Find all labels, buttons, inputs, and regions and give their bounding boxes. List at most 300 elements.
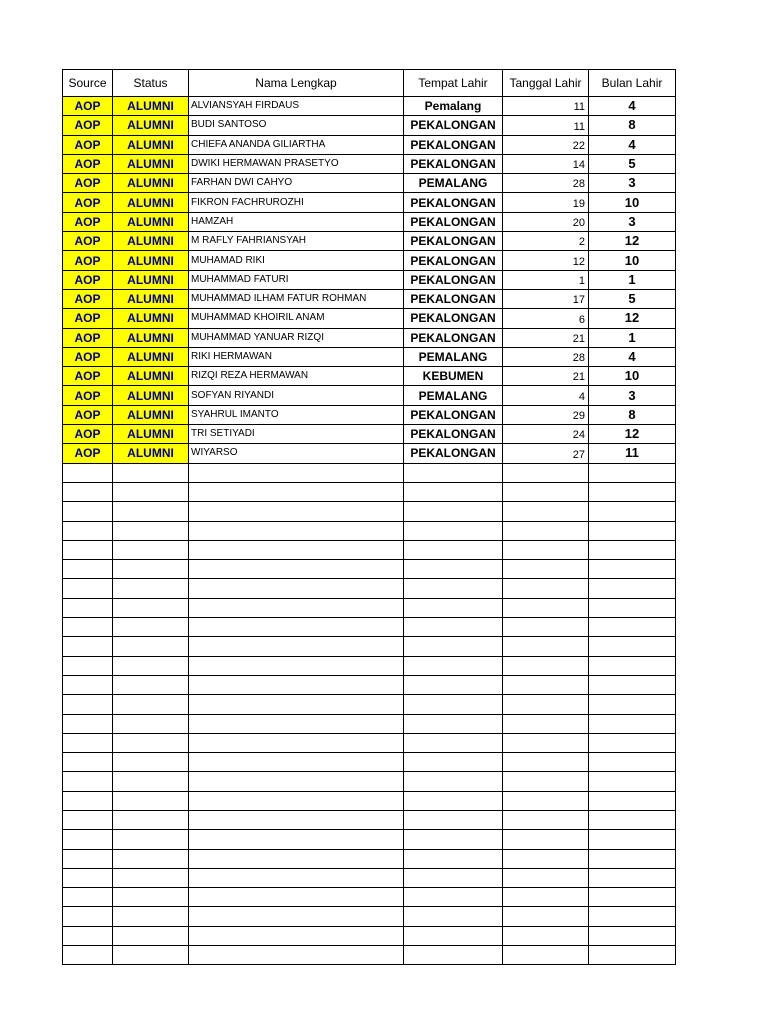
source-cell[interactable]: AOP (63, 232, 113, 251)
nama-cell[interactable]: SYAHRUL IMANTO (189, 405, 404, 424)
empty-cell[interactable] (503, 618, 589, 637)
source-cell[interactable]: AOP (63, 367, 113, 386)
empty-cell[interactable] (503, 849, 589, 868)
empty-cell[interactable] (63, 637, 113, 656)
empty-cell[interactable] (503, 714, 589, 733)
empty-cell[interactable] (503, 830, 589, 849)
empty-cell[interactable] (63, 810, 113, 829)
nama-cell[interactable]: RIZQI REZA HERMAWAN (189, 367, 404, 386)
empty-cell[interactable] (113, 502, 189, 521)
empty-cell[interactable] (189, 560, 404, 579)
empty-cell[interactable] (404, 675, 503, 694)
empty-cell[interactable] (503, 482, 589, 501)
empty-cell[interactable] (189, 714, 404, 733)
empty-cell[interactable] (589, 482, 676, 501)
empty-cell[interactable] (189, 540, 404, 559)
empty-cell[interactable] (589, 618, 676, 637)
bulan-lahir-cell[interactable]: 3 (589, 386, 676, 405)
empty-cell[interactable] (189, 656, 404, 675)
empty-cell[interactable] (503, 540, 589, 559)
status-cell[interactable]: ALUMNI (113, 367, 189, 386)
status-cell[interactable]: ALUMNI (113, 97, 189, 116)
empty-cell[interactable] (189, 675, 404, 694)
tempat-lahir-cell[interactable]: KEBUMEN (404, 367, 503, 386)
empty-cell[interactable] (63, 772, 113, 791)
status-cell[interactable]: ALUMNI (113, 212, 189, 231)
status-cell[interactable]: ALUMNI (113, 251, 189, 270)
empty-cell[interactable] (113, 868, 189, 887)
tanggal-lahir-cell[interactable]: 28 (503, 347, 589, 366)
empty-cell[interactable] (113, 540, 189, 559)
status-cell[interactable]: ALUMNI (113, 386, 189, 405)
empty-cell[interactable] (404, 695, 503, 714)
status-cell[interactable]: ALUMNI (113, 425, 189, 444)
empty-row (63, 502, 676, 521)
empty-cell[interactable] (404, 830, 503, 849)
table-row (63, 270, 676, 289)
nama-cell[interactable]: ALVIANSYAH FIRDAUS (189, 97, 404, 116)
empty-cell[interactable] (503, 598, 589, 617)
empty-row (63, 521, 676, 540)
empty-cell[interactable] (189, 482, 404, 501)
tanggal-lahir-cell[interactable]: 17 (503, 289, 589, 308)
source-cell[interactable]: AOP (63, 270, 113, 289)
source-cell[interactable]: AOP (63, 347, 113, 366)
tanggal-lahir-cell[interactable]: 22 (503, 135, 589, 154)
empty-cell[interactable] (589, 675, 676, 694)
tanggal-lahir-cell[interactable]: 24 (503, 425, 589, 444)
source-cell[interactable]: AOP (63, 193, 113, 212)
header-nama-lengkap[interactable]: Nama Lengkap (189, 70, 404, 97)
empty-cell[interactable] (503, 907, 589, 926)
bulan-lahir-cell[interactable]: 5 (589, 154, 676, 173)
status-cell[interactable]: ALUMNI (113, 270, 189, 289)
tempat-lahir-cell[interactable]: PEKALONGAN (404, 193, 503, 212)
empty-cell[interactable] (589, 502, 676, 521)
empty-cell[interactable] (113, 830, 189, 849)
empty-cell[interactable] (503, 637, 589, 656)
empty-cell[interactable] (189, 753, 404, 772)
empty-cell[interactable] (63, 502, 113, 521)
bulan-lahir-cell[interactable]: 5 (589, 289, 676, 308)
empty-cell[interactable] (113, 888, 189, 907)
bulan-lahir-cell[interactable]: 12 (589, 309, 676, 328)
empty-cell[interactable] (113, 598, 189, 617)
empty-cell[interactable] (189, 733, 404, 752)
empty-cell[interactable] (503, 695, 589, 714)
nama-cell[interactable]: WIYARSO (189, 444, 404, 463)
empty-cell[interactable] (113, 579, 189, 598)
table-row (63, 97, 676, 116)
empty-cell[interactable] (404, 598, 503, 617)
empty-row (63, 560, 676, 579)
empty-cell[interactable] (589, 888, 676, 907)
source-cell[interactable]: AOP (63, 174, 113, 193)
empty-cell[interactable] (404, 907, 503, 926)
empty-cell[interactable] (113, 810, 189, 829)
tanggal-lahir-cell[interactable]: 4 (503, 386, 589, 405)
nama-cell[interactable]: HAMZAH (189, 212, 404, 231)
tempat-lahir-cell[interactable]: PEKALONGAN (404, 289, 503, 308)
empty-cell[interactable] (503, 579, 589, 598)
empty-row (63, 946, 676, 965)
bulan-lahir-cell[interactable]: 3 (589, 174, 676, 193)
empty-row (63, 482, 676, 501)
tempat-lahir-cell[interactable]: PEKALONGAN (404, 405, 503, 424)
bulan-lahir-cell[interactable]: 4 (589, 347, 676, 366)
tanggal-lahir-cell[interactable]: 28 (503, 174, 589, 193)
empty-cell[interactable] (63, 463, 113, 482)
status-cell[interactable]: ALUMNI (113, 193, 189, 212)
bulan-lahir-cell[interactable]: 4 (589, 97, 676, 116)
status-cell[interactable]: ALUMNI (113, 405, 189, 424)
empty-cell[interactable] (404, 753, 503, 772)
tempat-lahir-cell[interactable]: PEKALONGAN (404, 135, 503, 154)
source-cell[interactable]: AOP (63, 251, 113, 270)
tempat-lahir-cell[interactable]: PEMALANG (404, 386, 503, 405)
header-tanggal-lahir[interactable]: Tanggal Lahir (503, 70, 589, 97)
empty-cell[interactable] (589, 810, 676, 829)
empty-cell[interactable] (189, 637, 404, 656)
tempat-lahir-cell[interactable]: PEKALONGAN (404, 425, 503, 444)
empty-cell[interactable] (189, 579, 404, 598)
source-cell[interactable]: AOP (63, 405, 113, 424)
empty-row (63, 618, 676, 637)
tanggal-lahir-cell[interactable]: 6 (503, 309, 589, 328)
empty-row (63, 830, 676, 849)
empty-cell[interactable] (404, 791, 503, 810)
empty-cell[interactable] (189, 598, 404, 617)
nama-cell[interactable]: BUDI SANTOSO (189, 116, 404, 135)
bulan-lahir-cell[interactable]: 4 (589, 135, 676, 154)
empty-cell[interactable] (589, 791, 676, 810)
source-cell[interactable]: AOP (63, 135, 113, 154)
empty-cell[interactable] (63, 946, 113, 965)
empty-cell[interactable] (113, 714, 189, 733)
table-row (63, 289, 676, 308)
bulan-lahir-cell[interactable]: 10 (589, 251, 676, 270)
source-cell[interactable]: AOP (63, 116, 113, 135)
empty-cell[interactable] (404, 656, 503, 675)
tanggal-lahir-cell[interactable]: 21 (503, 328, 589, 347)
empty-cell[interactable] (589, 830, 676, 849)
table-row (63, 193, 676, 212)
tanggal-lahir-cell[interactable]: 21 (503, 367, 589, 386)
status-cell[interactable]: ALUMNI (113, 174, 189, 193)
empty-cell[interactable] (503, 772, 589, 791)
empty-cell[interactable] (589, 946, 676, 965)
empty-cell[interactable] (113, 926, 189, 945)
empty-cell[interactable] (189, 888, 404, 907)
tempat-lahir-cell[interactable]: PEMALANG (404, 347, 503, 366)
table-row (63, 251, 676, 270)
empty-cell[interactable] (63, 753, 113, 772)
tempat-lahir-cell[interactable]: PEKALONGAN (404, 154, 503, 173)
tempat-lahir-cell[interactable]: PEKALONGAN (404, 270, 503, 289)
tempat-lahir-cell[interactable]: Pemalang (404, 97, 503, 116)
empty-cell[interactable] (503, 463, 589, 482)
status-cell[interactable]: ALUMNI (113, 328, 189, 347)
tanggal-lahir-cell[interactable]: 14 (503, 154, 589, 173)
bulan-lahir-cell[interactable]: 10 (589, 367, 676, 386)
empty-cell[interactable] (404, 733, 503, 752)
empty-cell[interactable] (63, 733, 113, 752)
source-cell[interactable]: AOP (63, 212, 113, 231)
empty-cell[interactable] (404, 888, 503, 907)
source-cell[interactable]: AOP (63, 289, 113, 308)
tanggal-lahir-cell[interactable]: 11 (503, 97, 589, 116)
tempat-lahir-cell[interactable]: PEKALONGAN (404, 251, 503, 270)
status-cell[interactable]: ALUMNI (113, 232, 189, 251)
bulan-lahir-cell[interactable]: 11 (589, 444, 676, 463)
empty-cell[interactable] (63, 482, 113, 501)
empty-cell[interactable] (589, 868, 676, 887)
empty-cell[interactable] (589, 907, 676, 926)
nama-cell[interactable]: MUHAMMAD YANUAR RIZQI (189, 328, 404, 347)
empty-row (63, 907, 676, 926)
bulan-lahir-cell[interactable]: 12 (589, 232, 676, 251)
empty-cell[interactable] (63, 695, 113, 714)
empty-cell[interactable] (404, 482, 503, 501)
nama-cell[interactable]: TRI SETIYADI (189, 425, 404, 444)
nama-cell[interactable]: MUHAMMAD FATURI (189, 270, 404, 289)
empty-cell[interactable] (189, 791, 404, 810)
empty-cell[interactable] (113, 482, 189, 501)
empty-cell[interactable] (589, 637, 676, 656)
nama-cell[interactable]: DWIKI HERMAWAN PRASETYO (189, 154, 404, 173)
empty-cell[interactable] (503, 791, 589, 810)
header-status[interactable]: Status (113, 70, 189, 97)
empty-cell[interactable] (589, 714, 676, 733)
empty-cell[interactable] (189, 810, 404, 829)
empty-cell[interactable] (113, 753, 189, 772)
bulan-lahir-cell[interactable]: 1 (589, 270, 676, 289)
empty-row (63, 675, 676, 694)
empty-cell[interactable] (503, 946, 589, 965)
empty-cell[interactable] (404, 849, 503, 868)
empty-cell[interactable] (404, 868, 503, 887)
empty-cell[interactable] (589, 926, 676, 945)
empty-cell[interactable] (503, 868, 589, 887)
header-tempat-lahir[interactable]: Tempat Lahir (404, 70, 503, 97)
empty-cell[interactable] (189, 868, 404, 887)
table-row (63, 154, 676, 173)
empty-cell[interactable] (63, 579, 113, 598)
empty-cell[interactable] (189, 502, 404, 521)
empty-cell[interactable] (189, 907, 404, 926)
empty-cell[interactable] (404, 810, 503, 829)
nama-cell[interactable]: MUHAMAD RIKI (189, 251, 404, 270)
status-cell[interactable]: ALUMNI (113, 444, 189, 463)
empty-cell[interactable] (589, 656, 676, 675)
empty-cell[interactable] (189, 946, 404, 965)
empty-cell[interactable] (189, 618, 404, 637)
empty-cell[interactable] (63, 907, 113, 926)
empty-cell[interactable] (503, 521, 589, 540)
empty-cell[interactable] (404, 521, 503, 540)
empty-cell[interactable] (63, 791, 113, 810)
bulan-lahir-cell[interactable]: 8 (589, 116, 676, 135)
empty-cell[interactable] (404, 463, 503, 482)
empty-cell[interactable] (63, 888, 113, 907)
bulan-lahir-cell[interactable]: 10 (589, 193, 676, 212)
empty-cell[interactable] (404, 579, 503, 598)
empty-cell[interactable] (189, 830, 404, 849)
empty-cell[interactable] (63, 675, 113, 694)
tanggal-lahir-cell[interactable]: 2 (503, 232, 589, 251)
empty-cell[interactable] (189, 695, 404, 714)
header-source[interactable]: Source (63, 70, 113, 97)
tanggal-lahir-cell[interactable]: 27 (503, 444, 589, 463)
empty-cell[interactable] (189, 463, 404, 482)
empty-cell[interactable] (113, 560, 189, 579)
header-bulan-lahir[interactable]: Bulan Lahir (589, 70, 676, 97)
empty-cell[interactable] (63, 598, 113, 617)
empty-cell[interactable] (404, 618, 503, 637)
status-cell[interactable]: ALUMNI (113, 135, 189, 154)
empty-cell[interactable] (63, 830, 113, 849)
empty-cell[interactable] (589, 695, 676, 714)
empty-cell[interactable] (589, 521, 676, 540)
tempat-lahir-cell[interactable]: PEMALANG (404, 174, 503, 193)
status-cell[interactable]: ALUMNI (113, 116, 189, 135)
status-cell[interactable]: ALUMNI (113, 309, 189, 328)
nama-cell[interactable]: MUHAMMAD KHOIRIL ANAM (189, 309, 404, 328)
nama-cell[interactable]: CHIEFA ANANDA GILIARTHA (189, 135, 404, 154)
status-cell[interactable]: ALUMNI (113, 289, 189, 308)
empty-cell[interactable] (589, 772, 676, 791)
empty-cell[interactable] (589, 540, 676, 559)
tanggal-lahir-cell[interactable]: 1 (503, 270, 589, 289)
nama-cell[interactable]: M RAFLY FAHRIANSYAH (189, 232, 404, 251)
empty-cell[interactable] (63, 868, 113, 887)
source-cell[interactable]: AOP (63, 328, 113, 347)
bulan-lahir-cell[interactable]: 1 (589, 328, 676, 347)
empty-cell[interactable] (113, 772, 189, 791)
source-cell[interactable]: AOP (63, 154, 113, 173)
table-body (63, 97, 676, 965)
empty-cell[interactable] (113, 675, 189, 694)
empty-cell[interactable] (189, 772, 404, 791)
empty-cell[interactable] (589, 598, 676, 617)
status-cell[interactable]: ALUMNI (113, 347, 189, 366)
nama-cell[interactable]: FARHAN DWI CAHYO (189, 174, 404, 193)
tempat-lahir-cell[interactable]: PEKALONGAN (404, 444, 503, 463)
source-cell[interactable]: AOP (63, 97, 113, 116)
empty-row (63, 772, 676, 791)
tanggal-lahir-cell[interactable]: 19 (503, 193, 589, 212)
empty-cell[interactable] (189, 926, 404, 945)
empty-row (63, 733, 676, 752)
empty-cell[interactable] (589, 560, 676, 579)
empty-cell[interactable] (503, 560, 589, 579)
source-cell[interactable]: AOP (63, 425, 113, 444)
bulan-lahir-cell[interactable]: 12 (589, 425, 676, 444)
tanggal-lahir-cell[interactable]: 11 (503, 116, 589, 135)
empty-cell[interactable] (404, 560, 503, 579)
source-cell[interactable]: AOP (63, 444, 113, 463)
empty-cell[interactable] (113, 656, 189, 675)
table-row (63, 405, 676, 424)
empty-cell[interactable] (63, 656, 113, 675)
empty-cell[interactable] (113, 695, 189, 714)
nama-cell[interactable]: RIKI HERMAWAN (189, 347, 404, 366)
empty-cell[interactable] (589, 733, 676, 752)
empty-cell[interactable] (404, 540, 503, 559)
empty-cell[interactable] (404, 946, 503, 965)
empty-cell[interactable] (63, 540, 113, 559)
empty-cell[interactable] (113, 791, 189, 810)
tanggal-lahir-cell[interactable]: 29 (503, 405, 589, 424)
tempat-lahir-cell[interactable]: PEKALONGAN (404, 328, 503, 347)
empty-cell[interactable] (589, 579, 676, 598)
empty-row (63, 926, 676, 945)
tempat-lahir-cell[interactable]: PEKALONGAN (404, 309, 503, 328)
empty-cell[interactable] (189, 849, 404, 868)
bulan-lahir-cell[interactable]: 8 (589, 405, 676, 424)
empty-cell[interactable] (113, 521, 189, 540)
empty-cell[interactable] (113, 849, 189, 868)
empty-cell[interactable] (63, 560, 113, 579)
empty-cell[interactable] (113, 637, 189, 656)
empty-cell[interactable] (589, 753, 676, 772)
empty-cell[interactable] (113, 907, 189, 926)
tempat-lahir-cell[interactable]: PEKALONGAN (404, 232, 503, 251)
empty-cell[interactable] (589, 463, 676, 482)
empty-cell[interactable] (503, 926, 589, 945)
tanggal-lahir-cell[interactable]: 20 (503, 212, 589, 231)
empty-cell[interactable] (589, 849, 676, 868)
empty-cell[interactable] (404, 926, 503, 945)
empty-cell[interactable] (503, 753, 589, 772)
empty-cell[interactable] (503, 888, 589, 907)
empty-cell[interactable] (113, 463, 189, 482)
empty-cell[interactable] (404, 714, 503, 733)
empty-row (63, 753, 676, 772)
empty-row (63, 579, 676, 598)
nama-cell[interactable]: SOFYAN RIYANDI (189, 386, 404, 405)
tempat-lahir-cell[interactable]: PEKALONGAN (404, 212, 503, 231)
empty-cell[interactable] (503, 502, 589, 521)
empty-cell[interactable] (63, 926, 113, 945)
empty-cell[interactable] (113, 618, 189, 637)
empty-cell[interactable] (404, 772, 503, 791)
empty-cell[interactable] (63, 714, 113, 733)
empty-cell[interactable] (503, 675, 589, 694)
bulan-lahir-cell[interactable]: 3 (589, 212, 676, 231)
empty-cell[interactable] (503, 656, 589, 675)
empty-row (63, 791, 676, 810)
status-cell[interactable]: ALUMNI (113, 154, 189, 173)
tanggal-lahir-cell[interactable]: 12 (503, 251, 589, 270)
empty-cell[interactable] (63, 618, 113, 637)
empty-cell[interactable] (63, 521, 113, 540)
tempat-lahir-cell[interactable]: PEKALONGAN (404, 116, 503, 135)
nama-cell[interactable]: FIKRON FACHRUROZHI (189, 193, 404, 212)
nama-cell[interactable]: MUHAMMAD ILHAM FATUR ROHMAN (189, 289, 404, 308)
alumni-table (62, 69, 676, 965)
empty-cell[interactable] (113, 733, 189, 752)
empty-cell[interactable] (63, 849, 113, 868)
empty-cell[interactable] (113, 946, 189, 965)
empty-cell[interactable] (503, 810, 589, 829)
source-cell[interactable]: AOP (63, 309, 113, 328)
empty-cell[interactable] (404, 637, 503, 656)
empty-cell[interactable] (404, 502, 503, 521)
empty-cell[interactable] (189, 521, 404, 540)
empty-cell[interactable] (503, 733, 589, 752)
source-cell[interactable]: AOP (63, 386, 113, 405)
